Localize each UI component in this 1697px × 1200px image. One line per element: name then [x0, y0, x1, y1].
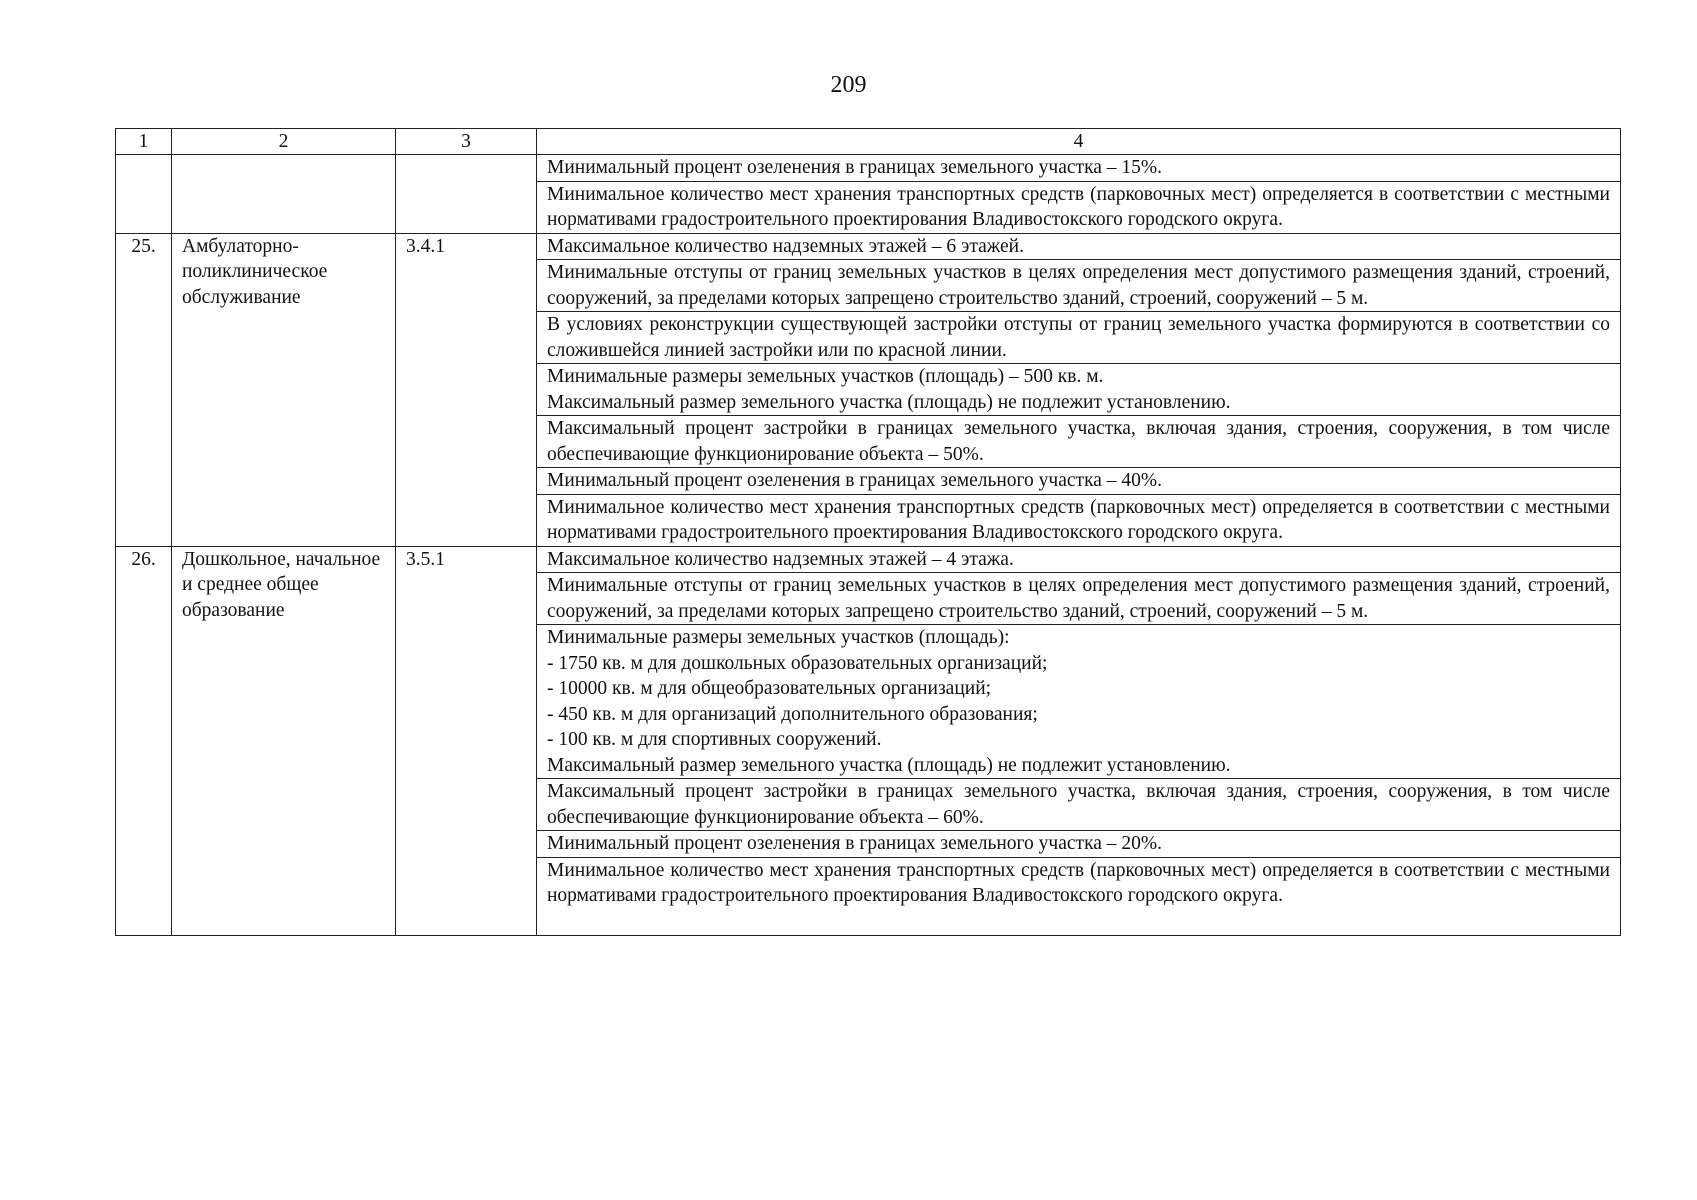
- regulations-table: [115, 128, 1621, 936]
- parameter-cell: Минимальные отступы от границ земельных участков в целях определения мест допустимого размещения зданий, строений, сооружений, за пределами которых запрещено строительство зданий, строений, сооружений – 5 м.: [537, 573, 1621, 625]
- parameter-line: - 450 кв. м для организаций дополнительного образования;: [547, 703, 1038, 725]
- parameter-cell: В условиях реконструкции существующей застройки отступы от границ земельного участка формируются в соответствии со сложившейся линией застройки или по красной линии.: [537, 312, 1621, 364]
- parameter-cell: Максимальное количество надземных этажей – 4 этажа.: [537, 546, 1621, 573]
- table-row: [116, 546, 1621, 573]
- land-use-code-cell: [396, 155, 537, 234]
- row-number-cell: [116, 155, 172, 234]
- parameter-line: Максимальный размер земельного участка (площадь) не подлежит установлению.: [547, 391, 1231, 413]
- table-row: [116, 155, 1621, 182]
- land-use-code-cell: 3.5.1: [396, 546, 537, 935]
- parameter-cell: Минимальное количество мест хранения транспортных средств (парковочных мест) определяется в соответствии с местными нормативами градостроительного проектирования Владивостокского городского округа.: [537, 494, 1621, 546]
- parameter-cell: Максимальный процент застройки в границах земельного участка, включая здания, строения, сооружения, в том числе обеспечивающие функционирование объекта – 60%.: [537, 779, 1621, 831]
- table-row: [116, 233, 1621, 260]
- parameter-cell: [537, 364, 1621, 416]
- table-header-row: [116, 129, 1621, 155]
- page-number: 209: [830, 72, 867, 98]
- header-cell: 2: [172, 129, 396, 155]
- header-cell: 4: [537, 129, 1621, 155]
- parameter-line: - 10000 кв. м для общеобразовательных организаций;: [547, 678, 992, 699]
- header-cell: 3: [396, 129, 537, 155]
- parameter-cell: Минимальный процент озеленения в границах земельного участка – 20%.: [537, 831, 1621, 858]
- parameter-line: Максимальный размер земельного участка (площадь) не подлежит установлению.: [547, 754, 1231, 776]
- land-use-name-cell: [172, 155, 396, 234]
- parameter-cell: Минимальный процент озеленения в границах земельного участка – 40%.: [537, 468, 1621, 495]
- row-number-cell: 26.: [116, 546, 172, 935]
- parameter-cell: Минимальное количество мест хранения транспортных средств (парковочных мест) определяется в соответствии с местными нормативами градостроительного проектирования Владивостокского городского округа.: [537, 857, 1621, 935]
- row-number-cell: 25.: [116, 233, 172, 546]
- land-use-code-cell: 3.4.1: [396, 233, 537, 546]
- parameter-cell: Минимальные отступы от границ земельных участков в целях определения мест допустимого размещения зданий, строений, сооружений, за пределами которых запрещено строительство зданий, строений, сооружений – 5 м.: [537, 260, 1621, 312]
- header-cell: 1: [116, 129, 172, 155]
- parameter-line: Минимальные размеры земельных участков (площадь):: [547, 627, 1010, 648]
- land-use-name-cell: Дошкольное, начальное и среднее общее образование: [172, 546, 396, 935]
- parameter-cell: Максимальное количество надземных этажей – 6 этажей.: [537, 233, 1621, 260]
- land-use-name-cell: Амбулаторно-поликлиническое обслуживание: [172, 233, 396, 546]
- parameter-cell: Минимальный процент озеленения в границах земельного участка – 15%.: [537, 155, 1621, 182]
- parameter-line: Минимальные размеры земельных участков (площадь) – 500 кв. м.: [547, 366, 1104, 387]
- parameter-cell: Минимальное количество мест хранения транспортных средств (парковочных мест) определяется в соответствии с местными нормативами градостроительного проектирования Владивостокского городского округа.: [537, 181, 1621, 233]
- parameter-line: - 100 кв. м для спортивных сооружений.: [547, 729, 882, 750]
- parameter-cell: [537, 625, 1621, 779]
- parameter-line: - 1750 кв. м для дошкольных образовательных организаций;: [547, 652, 1048, 674]
- parameter-cell: Максимальный процент застройки в границах земельного участка, включая здания, строения, сооружения, в том числе обеспечивающие функционирование объекта – 50%.: [537, 416, 1621, 468]
